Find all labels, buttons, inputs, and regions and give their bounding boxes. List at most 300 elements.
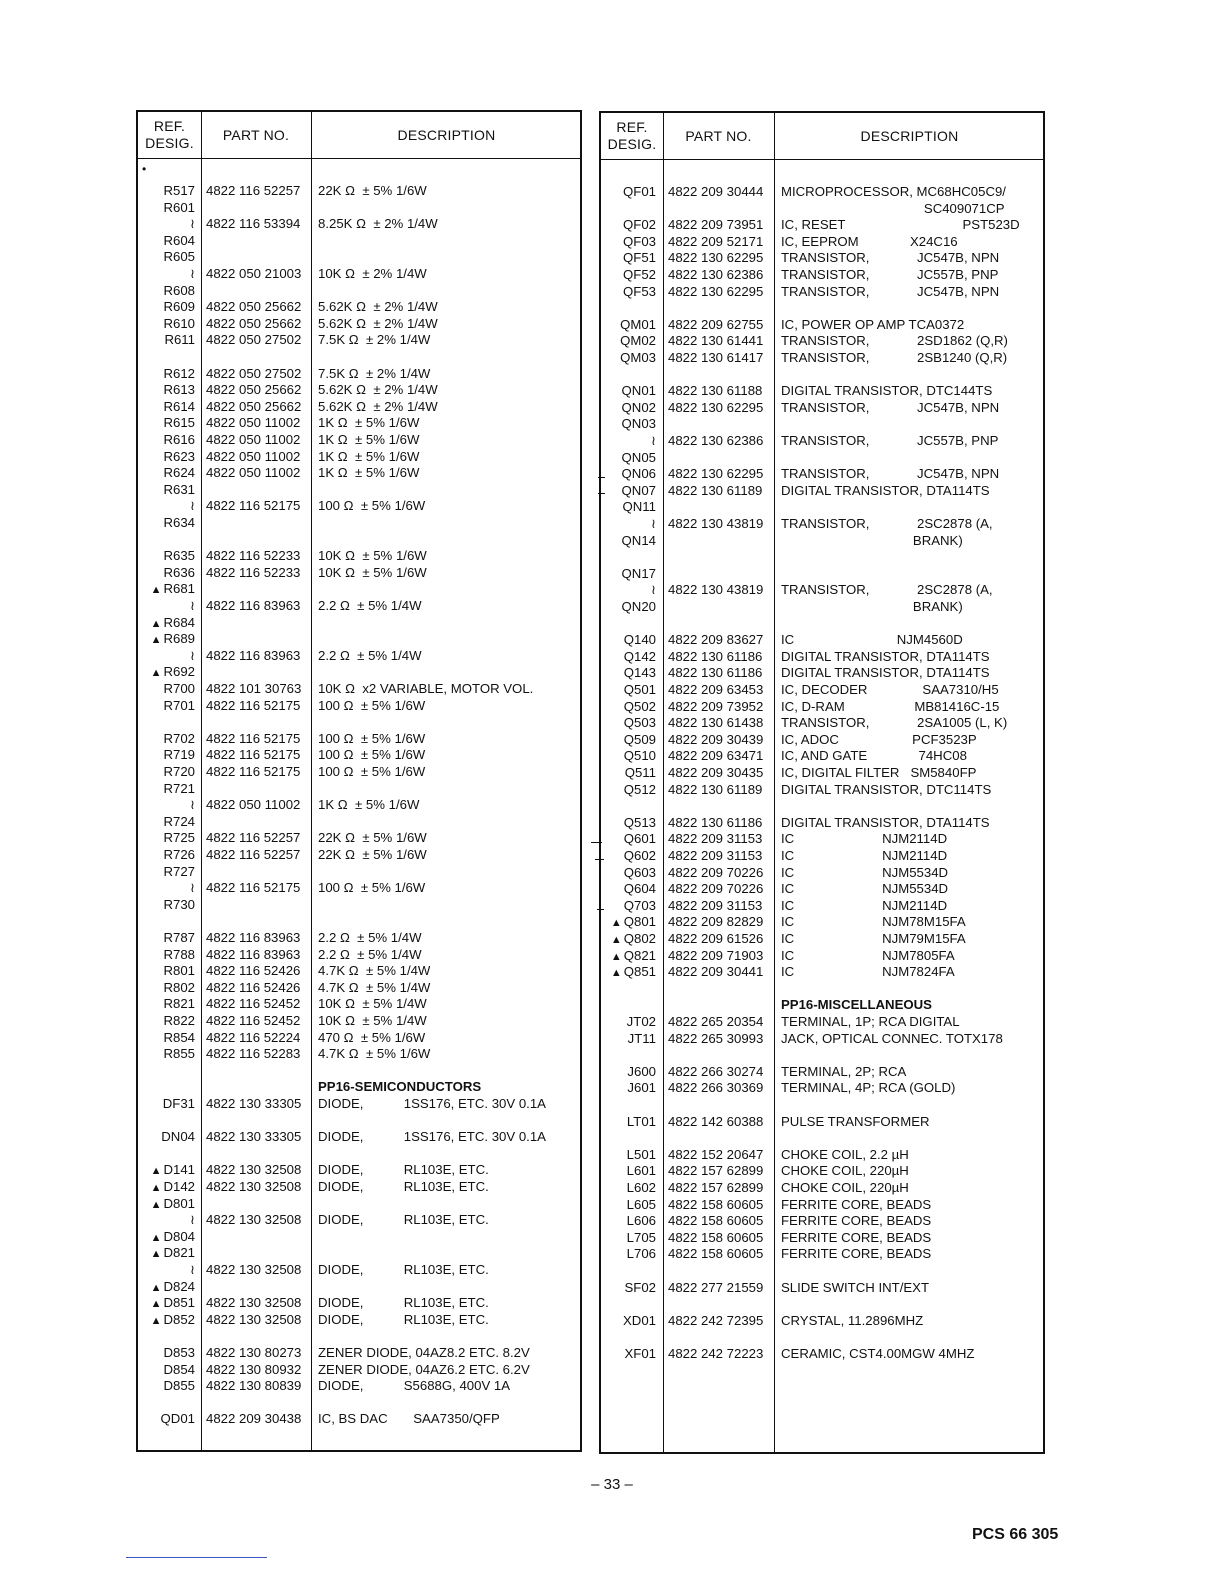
- parts-row: [138, 1045, 580, 1062]
- parts-row: [138, 1128, 580, 1145]
- ref-designator: [601, 1229, 656, 1246]
- ref-designator: [138, 1410, 195, 1427]
- description: 1K Ω ± 5% 1/6W: [318, 432, 420, 447]
- part-number: 4822 130 43819: [668, 516, 764, 531]
- ref-designator: [601, 283, 656, 300]
- parts-row: [138, 182, 580, 199]
- parts-row: [138, 796, 580, 813]
- ref-designator: [138, 647, 195, 664]
- part-number: 4822 050 11002: [206, 415, 301, 431]
- parts-row: [601, 515, 1043, 532]
- ref-designator: [138, 248, 195, 265]
- ref-designator: [138, 730, 195, 747]
- description: 100 Ω ± 5% 1/6W: [318, 730, 426, 746]
- ref-designator: [138, 1029, 195, 1046]
- description: DIODE, S5688G, 400V 1A: [318, 1378, 511, 1394]
- parts-row: [601, 631, 1043, 648]
- part-number: 4822 130 62295: [668, 466, 764, 482]
- part-number: 4822 050 11002: [206, 797, 301, 813]
- ref-text: L602: [626, 1180, 656, 1195]
- description: DIGITAL TRANSISTOR, DTA114TS: [781, 814, 990, 830]
- parts-row: [138, 680, 580, 697]
- description: DIODE, RL103E, ETC.: [318, 1295, 489, 1311]
- part-number: 4822 130 33305: [206, 1129, 302, 1145]
- description: DIODE, RL103E, ETC.: [318, 1262, 489, 1277]
- description: 1K Ω ± 5% 1/6W: [318, 448, 420, 464]
- parts-row: [601, 565, 1043, 582]
- ref-designator: [138, 680, 195, 697]
- ref-text: R636: [163, 564, 195, 580]
- description: TERMINAL, 1P; RCA DIGITAL: [781, 1014, 960, 1029]
- safety-warning-icon: ▲: [150, 1231, 162, 1244]
- description: TRANSISTOR, 2SB1240 (Q,R): [781, 350, 1008, 365]
- ref-text: Q501: [623, 682, 656, 697]
- ref-text: Q821: [623, 947, 656, 963]
- part-number: 4822 116 52257: [206, 183, 301, 198]
- ref-designator: [138, 414, 195, 431]
- parts-row: [601, 1312, 1043, 1329]
- ref-text: J600: [627, 1063, 656, 1079]
- parts-row: [138, 1112, 580, 1129]
- parts-row: [138, 979, 580, 996]
- parts-row: [138, 448, 580, 465]
- description: DIGITAL TRANSISTOR, DTC114TS: [781, 781, 992, 797]
- ref-designator: [138, 282, 195, 299]
- ref-designator: [138, 564, 195, 581]
- ref-designator: [601, 1146, 656, 1163]
- parts-row: [138, 331, 580, 348]
- parts-row: [138, 580, 580, 597]
- parts-row: [138, 365, 580, 382]
- part-number: 4822 130 61188: [668, 383, 763, 399]
- part-number: 4822 130 32508: [206, 1212, 302, 1228]
- description: DIODE, RL103E, ETC.: [318, 1162, 489, 1178]
- ref-text: QN05: [621, 449, 656, 465]
- ref-designator: [601, 1013, 656, 1030]
- part-number: 4822 130 61186: [668, 665, 763, 681]
- ref-text: QF51: [623, 250, 656, 266]
- description: SC409071CP: [781, 200, 1005, 216]
- parts-row: [138, 879, 580, 896]
- ref-text: D852: [163, 1311, 195, 1327]
- ref-text: QN07: [621, 482, 656, 498]
- parts-row: [138, 863, 580, 880]
- header-part-no: PART NO.: [685, 127, 752, 144]
- parts-row: [138, 464, 580, 481]
- ref-text: R730: [163, 896, 195, 912]
- ref-text: Q503: [623, 715, 656, 731]
- ref-text: R604: [163, 232, 195, 248]
- ref-text: R634: [163, 515, 195, 530]
- parts-row: [138, 1062, 580, 1079]
- parts-row: [601, 366, 1043, 383]
- part-number: 4822 116 52283: [206, 1046, 301, 1062]
- part-number: 4822 050 21003: [206, 266, 302, 281]
- parts-row: [138, 1327, 580, 1344]
- safety-warning-icon: ▲: [610, 950, 622, 963]
- ref-designator: [601, 249, 656, 266]
- description: TRANSISTOR, JC547B, NPN: [781, 283, 1000, 299]
- ref-designator: [138, 315, 195, 332]
- ref-text: ≀: [190, 880, 195, 896]
- parts-row: [601, 183, 1043, 200]
- description: IC NJM2114D: [781, 897, 948, 913]
- parts-row: [138, 1244, 580, 1261]
- parts-row: [601, 1079, 1043, 1096]
- ref-text: Q603: [623, 864, 656, 880]
- ref-text: ≀: [651, 516, 656, 531]
- ref-text: R614: [163, 398, 195, 414]
- parts-row: [138, 564, 580, 581]
- parts-row: [601, 449, 1043, 466]
- part-number: 4822 050 11002: [206, 465, 301, 481]
- ref-text: D821: [163, 1245, 195, 1261]
- parts-row: [601, 864, 1043, 881]
- part-number: 4822 157 62899: [668, 1180, 764, 1195]
- parts-row: [138, 497, 580, 514]
- parts-row: [601, 200, 1043, 217]
- parts-row: [138, 846, 580, 863]
- part-number: 4822 209 30444: [668, 184, 764, 199]
- parts-row: [138, 780, 580, 797]
- part-number: 4822 209 30435: [668, 765, 764, 780]
- header-description: DESCRIPTION: [860, 127, 959, 144]
- description: TRANSISTOR, JC547B, NPN: [781, 466, 1000, 482]
- parts-row: [601, 1345, 1043, 1362]
- ref-designator: [138, 780, 195, 797]
- safety-warning-icon: ▲: [150, 1165, 162, 1178]
- part-number: 4822 050 11002: [206, 432, 301, 447]
- ref-text: L706: [626, 1246, 656, 1262]
- ref-text: QD01: [160, 1411, 195, 1427]
- part-number: 4822 130 32508: [206, 1262, 302, 1277]
- description: 10K Ω ± 2% 1/4W: [318, 266, 427, 281]
- part-number: 4822 209 61526: [668, 931, 764, 946]
- parts-row: [138, 1228, 580, 1245]
- ref-text: QN03: [621, 416, 656, 432]
- ref-text: R624: [163, 465, 195, 481]
- description: BRANK): [781, 532, 963, 548]
- safety-warning-icon: ▲: [150, 634, 162, 647]
- safety-warning-icon: ▲: [610, 934, 622, 946]
- part-number: 4822 242 72395: [668, 1312, 764, 1328]
- ref-designator: [601, 747, 656, 764]
- parts-row: [138, 946, 580, 963]
- part-number: 4822 050 25662: [206, 299, 302, 315]
- description: TRANSISTOR, JC557B, PNP: [781, 433, 999, 448]
- parts-row: [601, 1279, 1043, 1296]
- ref-text: R517: [163, 183, 195, 198]
- description: 100 Ω ± 5% 1/6W: [318, 880, 426, 896]
- description: FERRITE CORE, BEADS: [781, 1213, 932, 1229]
- description: ZENER DIODE, 04AZ6.2 ETC. 6.2V: [318, 1361, 530, 1377]
- safety-warning-icon: ▲: [150, 584, 162, 597]
- parts-row: [138, 547, 580, 564]
- ref-text: Q502: [623, 698, 656, 714]
- description: IC NJM7805FA: [781, 947, 955, 963]
- parts-row: [601, 681, 1043, 698]
- section-heading: PP16-MISCELLANEOUS: [781, 997, 932, 1013]
- part-number: 4822 116 83963: [206, 946, 301, 962]
- parts-row: [138, 431, 580, 448]
- parts-row: [138, 1012, 580, 1029]
- part-number: 4822 130 61186: [668, 814, 763, 830]
- part-number: 4822 130 61186: [668, 648, 763, 664]
- description: 100 Ω ± 5% 1/6W: [318, 697, 426, 713]
- ref-text: XD01: [623, 1312, 656, 1328]
- parts-row: [138, 1029, 580, 1046]
- ref-text: SF02: [624, 1279, 656, 1295]
- description: DIGITAL TRANSISTOR, DTA114TS: [781, 648, 990, 664]
- ref-text: QM03: [620, 350, 656, 365]
- description: IC, RESET PST523D: [781, 217, 1020, 233]
- description: TERMINAL, 2P; RCA: [781, 1063, 907, 1079]
- description: 470 Ω ± 5% 1/6W: [318, 1029, 426, 1045]
- ref-text: R855: [163, 1046, 195, 1062]
- part-number: 4822 209 31153: [668, 897, 763, 913]
- parts-row: [138, 414, 580, 431]
- ref-text: DN04: [161, 1129, 195, 1145]
- parts-row: [138, 282, 580, 299]
- description: 22K Ω ± 5% 1/6W: [318, 830, 427, 846]
- part-number: 4822 116 52257: [206, 847, 301, 862]
- part-number: 4822 116 52452: [206, 1013, 301, 1028]
- ref-text: R610: [163, 315, 195, 331]
- parts-row: [138, 730, 580, 747]
- ref-designator: [601, 664, 656, 681]
- ref-designator: [138, 1261, 195, 1278]
- parts-row: [138, 1294, 580, 1311]
- ref-text: Q513: [623, 814, 656, 830]
- ref-text: Q601: [623, 831, 656, 847]
- parts-row: [138, 597, 580, 614]
- parts-row: [601, 814, 1043, 831]
- ref-designator: [138, 846, 195, 863]
- ref-text: Q509: [623, 731, 656, 747]
- parts-row: [601, 980, 1043, 997]
- ref-text: R689: [163, 631, 195, 647]
- parts-row: [601, 1196, 1043, 1213]
- part-number: 4822 050 27502: [206, 365, 302, 381]
- ref-text: ≀: [190, 1262, 195, 1277]
- header-description: DESCRIPTION: [397, 126, 496, 143]
- parts-row: [601, 1113, 1043, 1130]
- ref-designator: [601, 449, 656, 466]
- ref-designator: [138, 796, 195, 813]
- description: JACK, OPTICAL CONNEC. TOTX178: [781, 1030, 1003, 1046]
- ref-designator: [138, 597, 195, 614]
- header-ref-desig: REF. DESIG.: [607, 119, 657, 152]
- parts-row: [138, 1178, 580, 1195]
- description: TRANSISTOR, JC547B, NPN: [781, 250, 1000, 266]
- header-part-no: PART NO.: [222, 126, 290, 143]
- parts-row: [138, 763, 580, 780]
- ref-text: R788: [163, 946, 195, 962]
- ref-text: QF52: [623, 267, 656, 282]
- ref-text: QN17: [621, 565, 656, 581]
- part-number: 4822 209 82829: [668, 914, 764, 930]
- description: 10K Ω ± 5% 1/4W: [318, 1013, 427, 1028]
- part-number: 4822 116 52175: [206, 697, 301, 713]
- part-number: 4822 209 31153: [668, 848, 763, 863]
- ref-text: Q802: [623, 931, 656, 946]
- part-number: 4822 158 60605: [668, 1246, 764, 1262]
- description: 10K Ω ± 5% 1/4W: [318, 996, 427, 1012]
- safety-warning-icon: ▲: [150, 1182, 162, 1194]
- part-number: 4822 209 70226: [668, 864, 764, 880]
- part-number: 4822 209 73952: [668, 698, 764, 714]
- ref-designator: [601, 498, 656, 515]
- part-number: 4822 265 30993: [668, 1030, 764, 1046]
- ref-designator: [601, 332, 656, 349]
- margin-mark: [591, 842, 602, 843]
- parts-row: [601, 1179, 1043, 1196]
- parts-row: [601, 1129, 1043, 1146]
- parts-row: [138, 912, 580, 929]
- description: CERAMIC, CST4.00MGW 4MHZ: [781, 1346, 975, 1361]
- parts-row: [138, 962, 580, 979]
- parts-row: [601, 781, 1043, 798]
- ref-designator: [601, 482, 656, 499]
- parts-row: [138, 1377, 580, 1394]
- ref-designator: [601, 1212, 656, 1229]
- parts-row: [601, 847, 1043, 864]
- description: 100 Ω ± 5% 1/6W: [318, 747, 426, 763]
- description: 5.62K Ω ± 2% 1/4W: [318, 382, 438, 398]
- parts-row: [138, 647, 580, 664]
- ref-text: D142: [163, 1179, 195, 1194]
- ref-designator: [138, 979, 195, 996]
- ref-designator: [601, 681, 656, 698]
- part-number: 4822 116 52233: [206, 564, 301, 580]
- parts-row: [601, 747, 1043, 764]
- parts-row: [601, 532, 1043, 549]
- ref-text: QF03: [623, 233, 656, 249]
- description: 10K Ω ± 5% 1/6W: [318, 548, 427, 564]
- parts-row: [601, 266, 1043, 283]
- parts-row: [138, 298, 580, 315]
- part-number: 4822 130 61441: [668, 333, 764, 349]
- ref-designator: [138, 182, 195, 199]
- parts-row: [138, 1211, 580, 1228]
- parts-row: [138, 348, 580, 365]
- ref-text: R724: [163, 813, 195, 829]
- parts-row: [601, 913, 1043, 930]
- ref-text: ≀: [190, 647, 195, 663]
- page-number: – 33 –: [591, 1476, 633, 1493]
- part-number: 4822 130 61417: [668, 350, 764, 365]
- parts-row: [601, 432, 1043, 449]
- ref-text: L601: [626, 1163, 656, 1179]
- part-number: 4822 130 32508: [206, 1162, 302, 1178]
- description: DIGITAL TRANSISTOR, DTA114TS: [781, 482, 990, 498]
- parts-row: [138, 1394, 580, 1411]
- description: CHOKE COIL, 2.2 µH: [781, 1146, 909, 1162]
- ref-text: QN11: [622, 499, 656, 515]
- part-number: 4822 116 52233: [206, 548, 301, 564]
- part-number: 4822 116 83963: [206, 598, 301, 613]
- description: CHOKE COIL, 220µH: [781, 1180, 909, 1195]
- description: 22K Ω ± 5% 1/6W: [318, 183, 427, 198]
- parts-row: [138, 1410, 580, 1427]
- part-number: 4822 158 60605: [668, 1213, 764, 1229]
- ref-designator: [601, 830, 656, 847]
- part-number: 4822 158 60605: [668, 1196, 764, 1212]
- ref-text: QN06: [621, 466, 656, 482]
- ref-designator: [138, 1012, 195, 1029]
- parts-row: [138, 663, 580, 680]
- part-number: 4822 130 80932: [206, 1361, 302, 1377]
- parts-row: [601, 698, 1043, 715]
- ref-text: R719: [163, 747, 195, 763]
- ref-text: R726: [163, 847, 195, 862]
- part-number: 4822 209 30441: [668, 964, 764, 980]
- parts-row: [601, 283, 1043, 300]
- parts-table-left: [136, 110, 582, 1452]
- parts-row: [138, 531, 580, 548]
- description: 100 Ω ± 5% 1/6W: [318, 764, 426, 779]
- ref-designator: [138, 547, 195, 564]
- part-number: 4822 152 20647: [668, 1146, 764, 1162]
- parts-row: [601, 615, 1043, 632]
- part-number: 4822 157 62899: [668, 1163, 764, 1179]
- parts-row: [601, 930, 1043, 947]
- parts-row: [138, 1261, 580, 1278]
- ref-text: Q143: [623, 665, 656, 681]
- description: CRYSTAL, 11.2896MHZ: [781, 1312, 924, 1328]
- part-number: 4822 116 52426: [206, 979, 301, 995]
- ref-designator: [138, 879, 195, 896]
- ref-designator: [138, 1344, 195, 1361]
- ref-text: ≀: [651, 433, 656, 448]
- ref-text: R601: [163, 199, 195, 215]
- ref-text: R787: [163, 930, 195, 945]
- ref-text: D851: [163, 1295, 195, 1311]
- parts-row: [138, 1344, 580, 1361]
- ref-designator: [138, 929, 195, 946]
- ref-text: D141: [163, 1162, 195, 1178]
- ref-designator: [601, 598, 656, 615]
- ref-text: L501: [626, 1146, 656, 1162]
- part-number: 4822 130 61189: [668, 482, 763, 498]
- parts-row: [601, 731, 1043, 748]
- description: 1K Ω ± 5% 1/6W: [318, 797, 420, 813]
- ref-designator: [138, 215, 195, 232]
- parts-row: [138, 1095, 580, 1112]
- part-number: 4822 116 83963: [206, 647, 301, 663]
- part-number: 4822 130 32508: [206, 1295, 302, 1311]
- ref-designator: [138, 863, 195, 880]
- parts-row: [138, 614, 580, 631]
- description: DIODE, RL103E, ETC.: [318, 1311, 489, 1327]
- ref-text: R608: [163, 282, 195, 298]
- ref-designator: [138, 398, 195, 415]
- ref-designator: [138, 1128, 195, 1145]
- parts-row: [601, 1063, 1043, 1080]
- description: TRANSISTOR, JC547B, NPN: [781, 399, 1000, 415]
- ref-designator: [601, 415, 656, 432]
- ref-designator: [601, 1312, 656, 1329]
- part-number: 4822 050 11002: [206, 448, 301, 464]
- description: 5.62K Ω ± 2% 1/4W: [318, 398, 438, 414]
- ref-text: L705: [626, 1229, 656, 1245]
- ref-text: QN01: [621, 383, 656, 399]
- description: TRANSISTOR, 2SA1005 (L, K): [781, 715, 1008, 731]
- ref-designator: [601, 1063, 656, 1080]
- ref-designator: [601, 1279, 656, 1296]
- parts-row: [601, 764, 1043, 781]
- ref-designator: [138, 298, 195, 315]
